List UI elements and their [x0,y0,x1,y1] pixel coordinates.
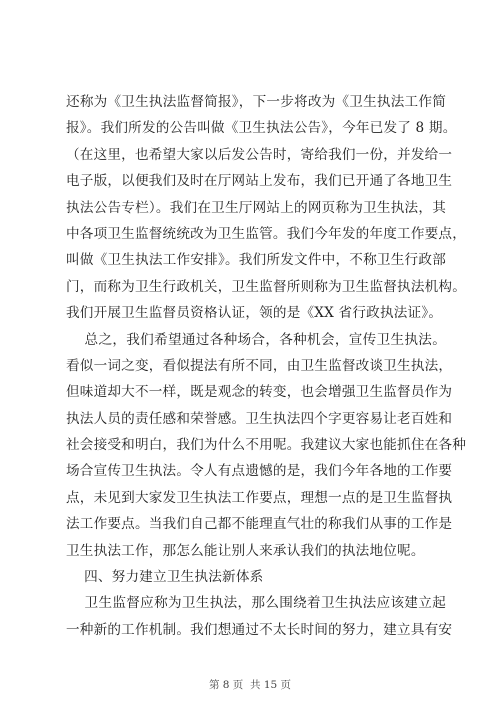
text-line: 还称为《卫生执法监督简报》，下一步将改为《卫生执法工作简 [66,94,446,110]
section-heading: 四、努力建立卫生执法新体系 [66,569,264,586]
text-line: 我们开展卫生监督员资格认证，领的是《XX 省行政执法证》。 [66,305,443,322]
text-line: 法工作要点。当我们自己都不能理直气壮的称我们从事的工作是 [66,516,453,533]
text-line: 卫生监督应称为卫生执法，那么围绕着卫生执法应该建立起 [66,595,446,612]
text-line: 卫生执法工作，那怎么能让别人来承认我们的执法地位呢。 [66,542,425,559]
text-line: 电子版，以便我们及时在厅网站上发布，我们已开通了各地卫生 [66,173,453,190]
text-line: 点，未见到大家发卫生执法工作要点，理想一点的是卫生监督执 [66,489,453,506]
text-line: 总之，我们希望通过各种场合，各种机会，宣传卫生执法。 [66,331,446,348]
text-line: 社会接受和明白，我们为什么不用呢。我建议大家也能抓住在各种 [66,437,467,454]
text-line: （在这里，也希望大家以后发公告时，寄给我们一份，并发给一 [66,146,453,163]
body-text [66,89,467,643]
text-line: 看似一词之变，看似提法有所不同，由卫生监督改谈卫生执法， [66,357,453,374]
text-line: 执法人员的责任感和荣誉感。卫生执法四个字更容易让老百姓和 [66,410,453,427]
page-number-footer: 第 8 页 共 15 页 [208,679,292,691]
text-line: 一种新的工作机制。我们想通过不太长时间的努力，建立具有安 [66,621,453,638]
text-line: 中各项卫生监督统统改为卫生监管。我们今年发的年度工作要点， [66,225,467,242]
text-line: 执法公告专栏）。我们在卫生厅网站上的网页称为卫生执法，其 [66,199,446,216]
text-line: 叫做《卫生执法工作安排》。我们所发文件中，不称卫生行政部 [66,252,446,269]
text-line: 报》。我们所发的公告叫做《卫生执法公告》，今年已发了 8 期。 [66,120,457,137]
text-line: 门，而称为卫生行政机关，卫生监督所则称为卫生监督执法机构。 [66,278,467,295]
text-line: 场合宣传卫生执法。令人有点遗憾的是，我们今年各地的工作要 [66,463,453,480]
text-line: 但味道却大不一样，既是观念的转变，也会增强卫生监督员作为 [66,384,453,401]
